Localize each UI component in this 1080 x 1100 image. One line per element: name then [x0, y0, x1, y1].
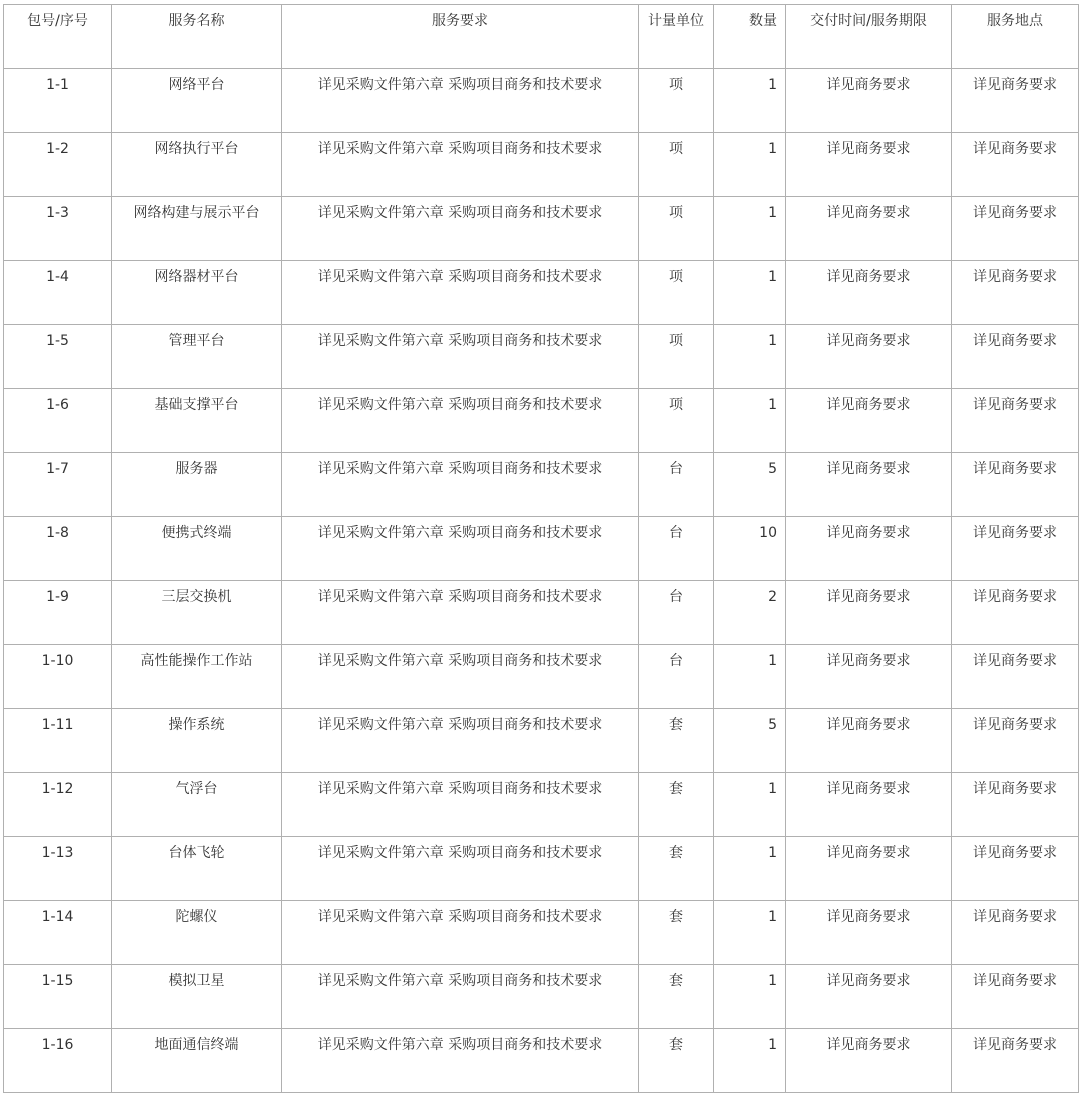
- service-location-cell: 详见商务要求: [952, 965, 1079, 1029]
- service-location-cell: 详见商务要求: [952, 197, 1079, 261]
- delivery-time-cell: 详见商务要求: [786, 261, 952, 325]
- quantity-cell: 1: [714, 133, 786, 197]
- service-requirements-cell: 详见采购文件第六章 采购项目商务和技术要求: [282, 133, 639, 197]
- procurement-table: [3, 4, 1079, 1093]
- quantity-cell: 1: [714, 197, 786, 261]
- service-requirements-cell: 详见采购文件第六章 采购项目商务和技术要求: [282, 1029, 639, 1093]
- service-location-cell: 详见商务要求: [952, 69, 1079, 133]
- package-no-cell: 1-9: [4, 581, 112, 645]
- table-row: [4, 709, 1079, 773]
- table-body: [4, 69, 1079, 1093]
- service-name-cell: 模拟卫星: [112, 965, 282, 1029]
- table-row: [4, 517, 1079, 581]
- service-requirements-cell: 详见采购文件第六章 采购项目商务和技术要求: [282, 197, 639, 261]
- service-name-cell: 气浮台: [112, 773, 282, 837]
- table-row: [4, 197, 1079, 261]
- service-requirements-cell: 详见采购文件第六章 采购项目商务和技术要求: [282, 261, 639, 325]
- delivery-time-cell: 详见商务要求: [786, 133, 952, 197]
- service-requirements-cell: 详见采购文件第六章 采购项目商务和技术要求: [282, 581, 639, 645]
- unit-cell: 套: [639, 773, 714, 837]
- unit-cell: 项: [639, 133, 714, 197]
- service-location-cell: 详见商务要求: [952, 517, 1079, 581]
- service-requirements-cell: 详见采购文件第六章 采购项目商务和技术要求: [282, 517, 639, 581]
- quantity-cell: 1: [714, 261, 786, 325]
- table-row: [4, 965, 1079, 1029]
- delivery-time-cell: 详见商务要求: [786, 709, 952, 773]
- delivery-time-cell: 详见商务要求: [786, 197, 952, 261]
- unit-cell: 套: [639, 709, 714, 773]
- delivery-time-cell: 详见商务要求: [786, 325, 952, 389]
- table-row: [4, 773, 1079, 837]
- unit-cell: 套: [639, 1029, 714, 1093]
- table-row: [4, 645, 1079, 709]
- package-no-cell: 1-3: [4, 197, 112, 261]
- quantity-cell: 5: [714, 709, 786, 773]
- unit-cell: 项: [639, 325, 714, 389]
- quantity-cell: 10: [714, 517, 786, 581]
- quantity-cell: 1: [714, 901, 786, 965]
- package-no-cell: 1-2: [4, 133, 112, 197]
- package-no-cell: 1-10: [4, 645, 112, 709]
- quantity-cell: 1: [714, 69, 786, 133]
- service-location-cell: 详见商务要求: [952, 1029, 1079, 1093]
- package-no-cell: 1-16: [4, 1029, 112, 1093]
- header-service-requirements: 服务要求: [282, 5, 639, 69]
- package-no-cell: 1-12: [4, 773, 112, 837]
- table-row: [4, 389, 1079, 453]
- unit-cell: 项: [639, 261, 714, 325]
- unit-cell: 项: [639, 197, 714, 261]
- service-requirements-cell: 详见采购文件第六章 采购项目商务和技术要求: [282, 389, 639, 453]
- service-name-cell: 台体飞轮: [112, 837, 282, 901]
- package-no-cell: 1-7: [4, 453, 112, 517]
- service-name-cell: 服务器: [112, 453, 282, 517]
- header-service-name: 服务名称: [112, 5, 282, 69]
- service-location-cell: 详见商务要求: [952, 261, 1079, 325]
- service-requirements-cell: 详见采购文件第六章 采购项目商务和技术要求: [282, 453, 639, 517]
- unit-cell: 台: [639, 453, 714, 517]
- table-row: [4, 1029, 1079, 1093]
- unit-cell: 套: [639, 837, 714, 901]
- service-requirements-cell: 详见采购文件第六章 采购项目商务和技术要求: [282, 69, 639, 133]
- package-no-cell: 1-1: [4, 69, 112, 133]
- unit-cell: 台: [639, 517, 714, 581]
- service-requirements-cell: 详见采购文件第六章 采购项目商务和技术要求: [282, 901, 639, 965]
- table-header-row: [4, 5, 1079, 69]
- delivery-time-cell: 详见商务要求: [786, 581, 952, 645]
- delivery-time-cell: 详见商务要求: [786, 1029, 952, 1093]
- table-row: [4, 901, 1079, 965]
- header-package-no: 包号/序号: [4, 5, 112, 69]
- unit-cell: 项: [639, 389, 714, 453]
- table-row: [4, 581, 1079, 645]
- service-location-cell: 详见商务要求: [952, 453, 1079, 517]
- unit-cell: 台: [639, 645, 714, 709]
- header-unit: 计量单位: [639, 5, 714, 69]
- service-name-cell: 陀螺仪: [112, 901, 282, 965]
- quantity-cell: 1: [714, 1029, 786, 1093]
- quantity-cell: 1: [714, 965, 786, 1029]
- table-row: [4, 69, 1079, 133]
- service-name-cell: 高性能操作工作站: [112, 645, 282, 709]
- package-no-cell: 1-14: [4, 901, 112, 965]
- service-location-cell: 详见商务要求: [952, 837, 1079, 901]
- package-no-cell: 1-4: [4, 261, 112, 325]
- quantity-cell: 1: [714, 837, 786, 901]
- delivery-time-cell: 详见商务要求: [786, 773, 952, 837]
- table-row: [4, 453, 1079, 517]
- service-requirements-cell: 详见采购文件第六章 采购项目商务和技术要求: [282, 325, 639, 389]
- service-location-cell: 详见商务要求: [952, 901, 1079, 965]
- delivery-time-cell: 详见商务要求: [786, 389, 952, 453]
- quantity-cell: 1: [714, 773, 786, 837]
- unit-cell: 台: [639, 581, 714, 645]
- package-no-cell: 1-11: [4, 709, 112, 773]
- service-name-cell: 管理平台: [112, 325, 282, 389]
- service-location-cell: 详见商务要求: [952, 773, 1079, 837]
- quantity-cell: 1: [714, 645, 786, 709]
- service-name-cell: 三层交换机: [112, 581, 282, 645]
- delivery-time-cell: 详见商务要求: [786, 517, 952, 581]
- service-name-cell: 网络器材平台: [112, 261, 282, 325]
- header-service-location: 服务地点: [952, 5, 1079, 69]
- service-name-cell: 操作系统: [112, 709, 282, 773]
- service-name-cell: 网络构建与展示平台: [112, 197, 282, 261]
- service-location-cell: 详见商务要求: [952, 581, 1079, 645]
- package-no-cell: 1-15: [4, 965, 112, 1029]
- service-requirements-cell: 详见采购文件第六章 采购项目商务和技术要求: [282, 709, 639, 773]
- quantity-cell: 1: [714, 325, 786, 389]
- unit-cell: 套: [639, 965, 714, 1029]
- delivery-time-cell: 详见商务要求: [786, 645, 952, 709]
- service-requirements-cell: 详见采购文件第六章 采购项目商务和技术要求: [282, 837, 639, 901]
- delivery-time-cell: 详见商务要求: [786, 69, 952, 133]
- table-row: [4, 133, 1079, 197]
- service-name-cell: 网络执行平台: [112, 133, 282, 197]
- service-name-cell: 地面通信终端: [112, 1029, 282, 1093]
- service-name-cell: 网络平台: [112, 69, 282, 133]
- package-no-cell: 1-8: [4, 517, 112, 581]
- service-requirements-cell: 详见采购文件第六章 采购项目商务和技术要求: [282, 773, 639, 837]
- service-name-cell: 基础支撑平台: [112, 389, 282, 453]
- service-name-cell: 便携式终端: [112, 517, 282, 581]
- quantity-cell: 2: [714, 581, 786, 645]
- service-location-cell: 详见商务要求: [952, 325, 1079, 389]
- table-row: [4, 261, 1079, 325]
- service-requirements-cell: 详见采购文件第六章 采购项目商务和技术要求: [282, 965, 639, 1029]
- delivery-time-cell: 详见商务要求: [786, 901, 952, 965]
- delivery-time-cell: 详见商务要求: [786, 965, 952, 1029]
- package-no-cell: 1-6: [4, 389, 112, 453]
- header-quantity: 数量: [714, 5, 786, 69]
- service-location-cell: 详见商务要求: [952, 709, 1079, 773]
- unit-cell: 项: [639, 69, 714, 133]
- table-row: [4, 837, 1079, 901]
- package-no-cell: 1-13: [4, 837, 112, 901]
- header-delivery-time: 交付时间/服务期限: [786, 5, 952, 69]
- table-row: [4, 325, 1079, 389]
- service-requirements-cell: 详见采购文件第六章 采购项目商务和技术要求: [282, 645, 639, 709]
- service-location-cell: 详见商务要求: [952, 645, 1079, 709]
- service-location-cell: 详见商务要求: [952, 389, 1079, 453]
- package-no-cell: 1-5: [4, 325, 112, 389]
- delivery-time-cell: 详见商务要求: [786, 453, 952, 517]
- quantity-cell: 5: [714, 453, 786, 517]
- delivery-time-cell: 详见商务要求: [786, 837, 952, 901]
- unit-cell: 套: [639, 901, 714, 965]
- service-location-cell: 详见商务要求: [952, 133, 1079, 197]
- quantity-cell: 1: [714, 389, 786, 453]
